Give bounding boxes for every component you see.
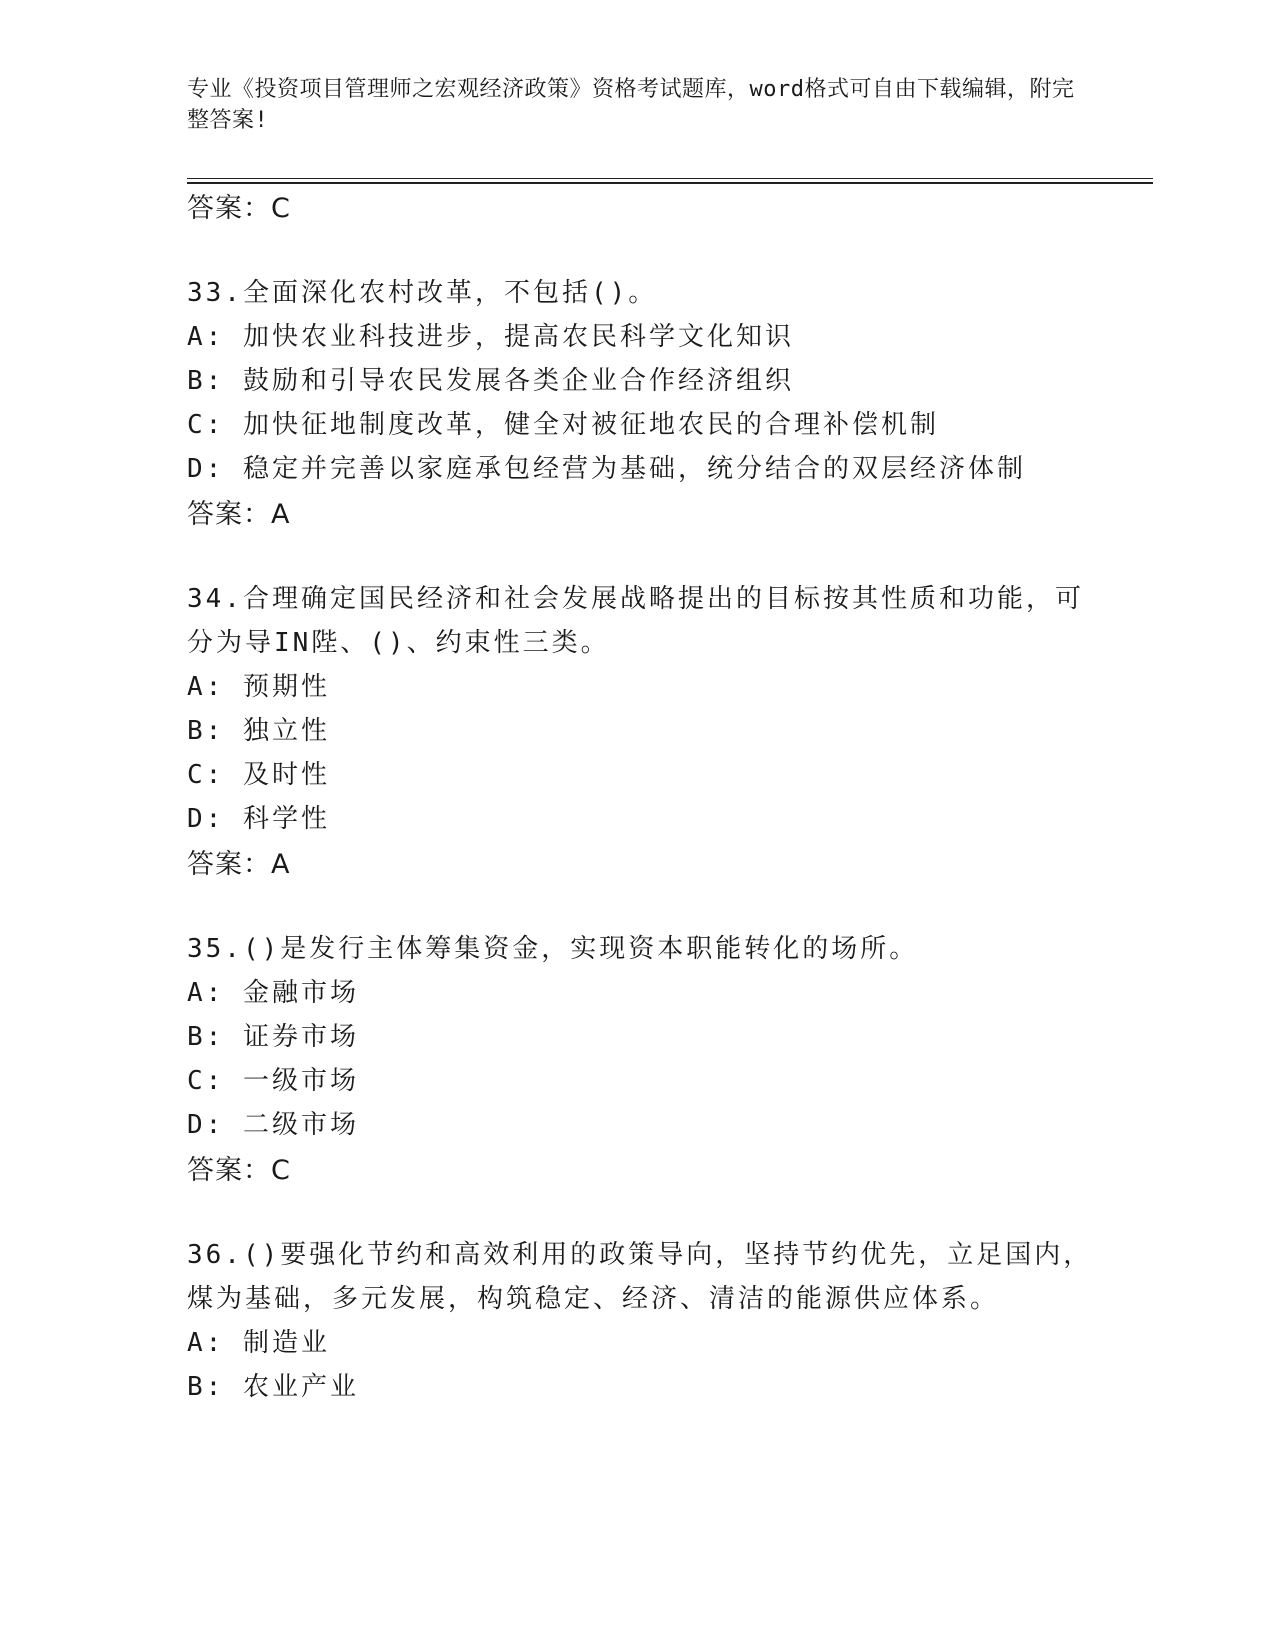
question-34-option-a: A: 预期性 — [187, 672, 330, 702]
question-33-option-a: A: 加快农业科技进步，提高农民科学文化知识 — [187, 322, 794, 352]
question-34-stem-line-2: 分为导IN陛、()、约束性三类。 — [187, 628, 610, 658]
document-header: 专业《投资项目管理师之宏观经济政策》资格考试题库，word格式可自由下载编辑，附完整答案! — [187, 77, 1075, 133]
question-35-option-c: C: 一级市场 — [187, 1066, 359, 1096]
question-36-stem-line-2: 煤为基础，多元发展，构筑稳定、经济、清洁的能源供应体系。 — [187, 1284, 1000, 1314]
question-35-stem: 35.()是发行主体筹集资金，实现资本职能转化的场所。 — [187, 934, 919, 964]
header-divider-thick — [187, 182, 1153, 184]
question-35-option-b: B: 证券市场 — [187, 1022, 359, 1052]
question-33-option-c: C: 加快征地制度改革，健全对被征地农民的合理补偿机制 — [187, 410, 939, 440]
header-divider-thin — [187, 178, 1153, 179]
question-33-option-d: D: 稳定并完善以家庭承包经营为基础，统分结合的双层经济体制 — [187, 454, 1026, 484]
question-35-answer: 答案：C — [187, 1155, 291, 1186]
question-34-option-c: C: 及时性 — [187, 760, 330, 790]
question-34-stem-line-1: 34.合理确定国民经济和社会发展战略提出的目标按其性质和功能，可 — [187, 584, 1084, 614]
question-33-option-b: B: 鼓励和引导农民发展各类企业合作经济组织 — [187, 366, 794, 396]
question-36-stem-line-1: 36.()要强化节约和高效利用的政策导向，坚持节约优先，立足国内， — [187, 1240, 1093, 1270]
question-33-stem: 33.全面深化农村改革，不包括()。 — [187, 278, 658, 308]
question-34-option-d: D: 科学性 — [187, 804, 330, 834]
previous-answer: 答案：C — [187, 193, 291, 224]
question-34-option-b: B: 独立性 — [187, 716, 330, 746]
question-36-option-a: A: 制造业 — [187, 1328, 330, 1358]
question-36-option-b: B: 农业产业 — [187, 1372, 359, 1402]
question-33-answer: 答案：A — [187, 499, 291, 530]
question-35-option-a: A: 金融市场 — [187, 978, 359, 1008]
question-35-option-d: D: 二级市场 — [187, 1110, 359, 1140]
question-34-answer: 答案：A — [187, 849, 291, 880]
